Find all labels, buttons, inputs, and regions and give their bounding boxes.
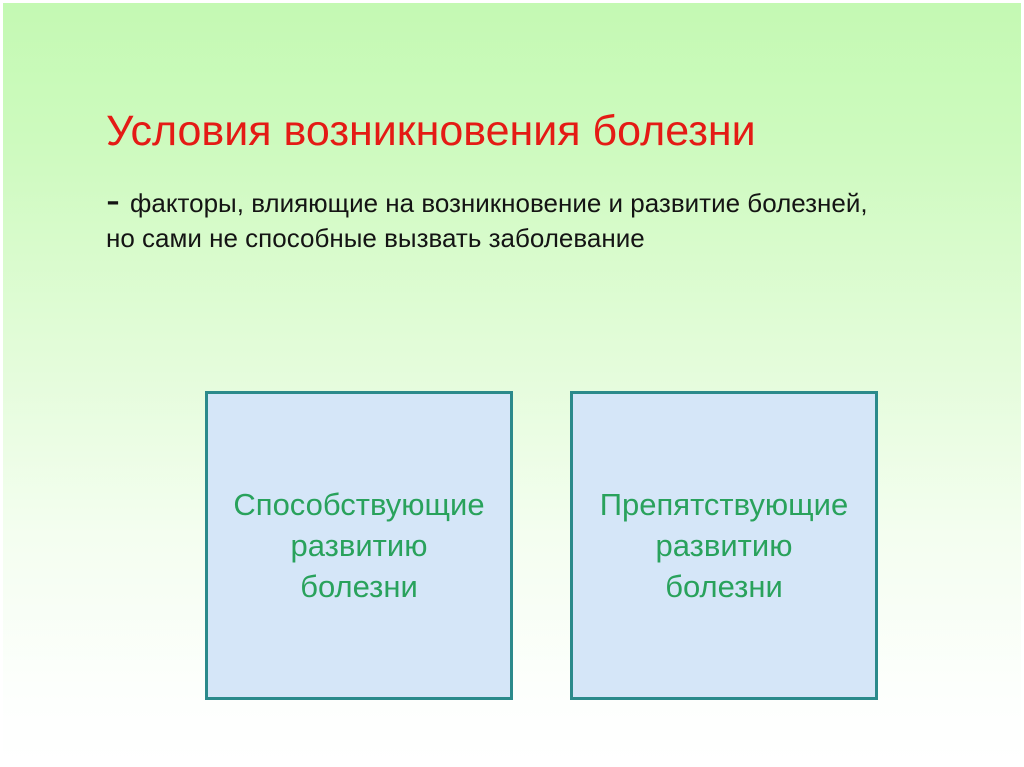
slide-subtitle [106, 176, 946, 256]
box-label-line: Способствующие [233, 487, 485, 522]
box-label-line: болезни [665, 569, 783, 604]
subtitle-line-2: но сами не способные вызвать заболевание [106, 223, 645, 253]
box-label-line: Препятствующие [599, 487, 849, 522]
subtitle-dash: - [106, 176, 120, 223]
subtitle-line-1: факторы, влияющие на возникновение и развитие болезней, [130, 188, 868, 218]
box-label-line: развитию [290, 528, 428, 563]
box-label-line: болезни [300, 569, 418, 604]
box-label-line: развитию [655, 528, 793, 563]
condition-box-favoring [205, 391, 513, 700]
condition-boxes-row [3, 391, 1021, 700]
condition-box-preventing [570, 391, 878, 700]
slide-title: Условия возникновения болезни [106, 107, 756, 155]
